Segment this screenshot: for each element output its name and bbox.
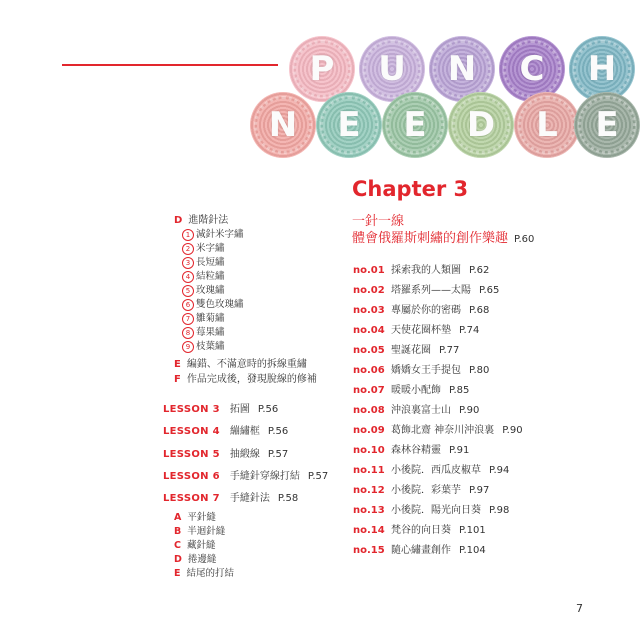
d-item-7: 7 雛菊繡 (182, 310, 225, 325)
d-item-8: 8 莓果繡 (182, 324, 225, 339)
project-row-04: no.04 天使花圈杯墊 P.74 (353, 325, 480, 336)
project-row-13: no.13 小後院．陽光向日葵 P.98 (353, 505, 510, 516)
project-row-11: no.11 小後院．西瓜皮椒草 P.94 (353, 465, 510, 476)
stitch-c: C 藏針縫 (174, 540, 216, 551)
badge-letter-n2: N (250, 92, 316, 158)
lesson-7-row: LESSON 7 手縫針法 P.58 (163, 493, 299, 504)
project-row-02: no.02 塔羅系列——太陽 P.65 (353, 285, 500, 296)
badge-letter-e2: E (382, 92, 448, 158)
badge-letter-d: D (448, 92, 514, 158)
d-item-4: 4 結粒繡 (182, 268, 225, 283)
badge-letter-l: L (514, 92, 580, 158)
badge-letter-h: H (569, 36, 635, 102)
badge-letter-p: P (289, 36, 355, 102)
d-item-1: 1 減針米字繡 (182, 226, 244, 241)
badge-letter-n: N (429, 36, 495, 102)
stitch-a: A 平針縫 (174, 512, 216, 523)
d-item-6: 6 雙色玫瑰繡 (182, 296, 244, 311)
section-d-heading: D 進階針法 (174, 215, 229, 226)
section-f-heading: F 作品完成後，發現脫線的修補 (174, 374, 317, 385)
badge-letter-e1: E (316, 92, 382, 158)
d-item-5: 5 玫瑰繡 (182, 282, 225, 297)
chapter-subtitle-line2: 體會俄羅斯刺繡的創作樂趣 P.60 (352, 231, 535, 246)
stitch-b: B 半迴針縫 (174, 526, 226, 537)
project-row-10: no.10 森林谷精靈 P.91 (353, 445, 470, 456)
project-row-07: no.07 暖暖小配飾 P.85 (353, 385, 470, 396)
section-e-heading: E 編錯、不滿意時的拆線重繡 (174, 359, 307, 370)
d-item-9: 9 枝葉繡 (182, 338, 225, 353)
lesson-5-row: LESSON 5 抽緞線 P.57 (163, 449, 289, 460)
project-row-14: no.14 梵谷的向日葵 P.101 (353, 525, 486, 536)
d-item-3: 3 長短繡 (182, 254, 225, 269)
badge-letter-c: C (499, 36, 565, 102)
d-item-2: 2 米字繡 (182, 240, 225, 255)
page-number: 7 (576, 602, 583, 615)
project-row-03: no.03 專屬於你的密碼 P.68 (353, 305, 490, 316)
project-row-01: no.01 採索我的人類圖 P.62 (353, 265, 490, 276)
badge-letter-e3: E (574, 92, 640, 158)
lesson-3-row: LESSON 3 拓圖 P.56 (163, 404, 279, 415)
stitch-d: D 捲邊縫 (174, 554, 217, 565)
project-row-05: no.05 聖誕花圈 P.77 (353, 345, 460, 356)
chapter-heading: Chapter 3 (352, 177, 469, 201)
stitch-e: E 結尾的打結 (174, 568, 235, 579)
chapter-subtitle-line1: 一針一線 (352, 214, 405, 229)
project-row-12: no.12 小後院．彩葉芋 P.97 (353, 485, 490, 496)
project-row-15: no.15 隨心繡畫創作 P.104 (353, 545, 486, 556)
lesson-6-row: LESSON 6 手縫針穿線打結 P.57 (163, 471, 329, 482)
punch-needle-title-badges (0, 0, 640, 160)
badge-letter-u: U (359, 36, 425, 102)
project-row-08: no.08 沖浪裏富士山 P.90 (353, 405, 480, 416)
lesson-4-row: LESSON 4 繃繡框 P.56 (163, 426, 289, 437)
project-row-06: no.06 嬌嬌女王手提包 P.80 (353, 365, 490, 376)
project-row-09: no.09 葛飾北齋 神奈川沖浪裏 P.90 (353, 425, 523, 436)
